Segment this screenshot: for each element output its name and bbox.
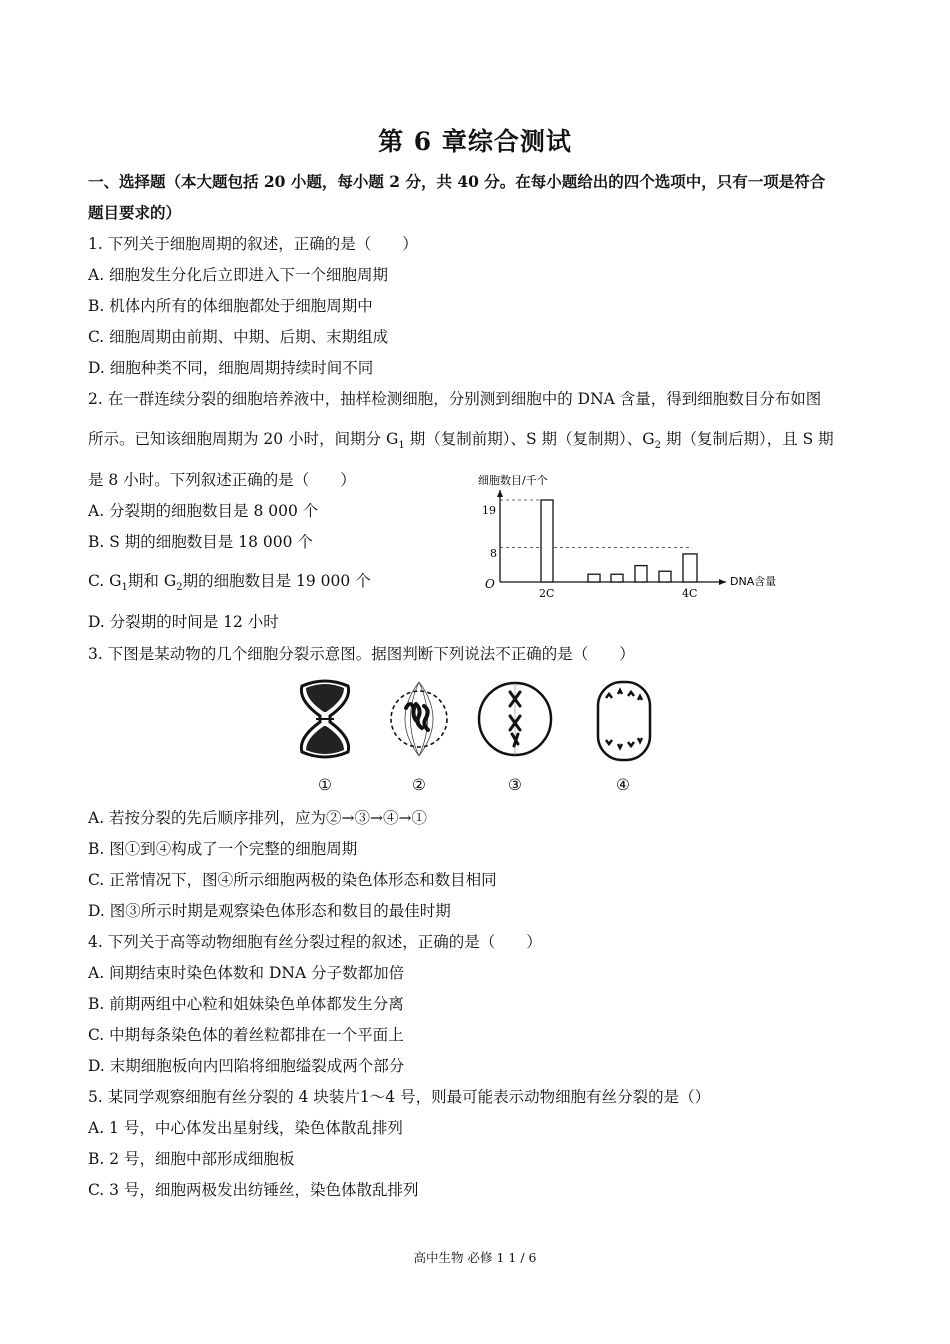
question-4-option-d: D. 末期细胞板向内凹陷将细胞缢裂成两个部分 xyxy=(88,1057,405,1075)
figure-label-3: ③ xyxy=(508,776,522,794)
question-4-option-c: C. 中期每条染色体的着丝粒都排在一个平面上 xyxy=(88,1026,404,1044)
question-2-option-a: A. 分裂期的细胞数目是 8 000 个 xyxy=(88,502,319,520)
bar-1 xyxy=(541,500,553,582)
bar-3 xyxy=(611,574,623,582)
bar-5 xyxy=(659,571,671,582)
cell-figure-3 xyxy=(476,678,554,760)
cell-figure-1 xyxy=(296,678,354,760)
y-tick-8: 8 xyxy=(490,547,497,560)
question-2-option-b: B. S 期的细胞数目是 18 000 个 xyxy=(88,533,313,551)
section-heading: 一、选择题（本大题包括 20 小题，每小题 2 分，共 40 分。在每小题给出的四个选项中，只有一项是符合 xyxy=(88,172,826,191)
question-4-option-a: A. 间期结束时染色体数和 DNA 分子数都加倍 xyxy=(88,964,405,982)
question-1-option-a: A. 细胞发生分化后立即进入下一个细胞周期 xyxy=(88,266,389,284)
question-2-option-c: C. $G_1$期和 $G_2$期的细胞数目是 19 000 个 xyxy=(88,572,371,594)
x-axis-arrow xyxy=(719,579,726,585)
question-5-option-a: A. 1 号，中心体发出星射线，染色体散乱排列 xyxy=(88,1119,403,1137)
chart-origin: O xyxy=(485,577,495,591)
x-tick-4c: 4C xyxy=(682,587,698,600)
question-5-option-c: C. 3 号，细胞两极发出纺锤丝，染色体散乱排列 xyxy=(88,1181,419,1199)
bar-2 xyxy=(588,574,600,582)
question-3-stem: 3. 下图是某动物的几个细胞分裂示意图。据图判断下列说法不正确的是（ ） xyxy=(88,645,635,663)
figure-label-2: ② xyxy=(412,776,426,794)
chart-xlabel: DNA含量 xyxy=(730,575,777,588)
question-1-option-b: B. 机体内所有的体细胞都处于细胞周期中 xyxy=(88,297,373,315)
dna-content-chart xyxy=(468,470,798,606)
figure-label-1: ① xyxy=(318,776,332,794)
cell-figure-4 xyxy=(594,678,654,766)
question-1-option-d: D. 细胞种类不同，细胞周期持续时间不同 xyxy=(88,359,374,377)
bar-4 xyxy=(635,566,647,582)
x-tick-2c: 2C xyxy=(539,587,555,600)
bar-6 xyxy=(683,554,697,582)
question-1-option-c: C. 细胞周期由前期、中期、后期、末期组成 xyxy=(88,328,389,346)
figure-label-4: ④ xyxy=(616,776,630,794)
question-3-option-b: B. 图①到④构成了一个完整的细胞周期 xyxy=(88,840,358,858)
page-title: 第 6 章综合测试 xyxy=(378,127,572,156)
question-4-stem: 4. 下列关于高等动物细胞有丝分裂过程的叙述，正确的是（ ） xyxy=(88,933,542,951)
question-3-option-d: D. 图③所示时期是观察染色体形态和数目的最佳时期 xyxy=(88,902,451,920)
y-axis-arrow xyxy=(497,490,503,497)
cell-figure-2 xyxy=(386,678,452,760)
section-heading-cont: 题目要求的） xyxy=(88,203,182,222)
question-3-option-c: C. 正常情况下，图④所示细胞两极的染色体形态和数目相同 xyxy=(88,871,497,889)
question-2-option-d: D. 分裂期的时间是 12 小时 xyxy=(88,613,279,631)
question-2-stem: 2. 在一群连续分裂的细胞培养液中，抽样检测细胞，分别测到细胞中的 DNA 含量，得到细胞数目分布如图 xyxy=(88,390,822,408)
question-2-stem-cont: 所示。已知该细胞周期为 20 小时，间期分 $G_1$ 期（复制前期）、S 期（复制期）、$G_2$ 期（复制后期），且 S 期 xyxy=(88,430,834,452)
question-4-option-b: B. 前期两组中心粒和姐妹染色单体都发生分离 xyxy=(88,995,404,1013)
page-footer: 高中生物 必修 1 1 / 6 xyxy=(413,1250,537,1265)
chart-ylabel: 细胞数目/千个 xyxy=(478,474,548,487)
question-2-stem-end: 是 8 小时。下列叙述正确的是（ ） xyxy=(88,471,356,489)
question-5-stem: 5. 某同学观察细胞有丝分裂的 4 块装片1～4 号，则最可能表示动物细胞有丝分裂的是（） xyxy=(88,1088,711,1106)
dna-chart-svg xyxy=(468,470,798,602)
question-1-stem: 1. 下列关于细胞周期的叙述，正确的是（ ） xyxy=(88,235,418,253)
question-3-option-a: A. 若按分裂的先后顺序排列，应为②→③→④→① xyxy=(88,809,428,827)
question-5-option-b: B. 2 号，细胞中部形成细胞板 xyxy=(88,1150,295,1168)
y-tick-19: 19 xyxy=(482,504,496,517)
